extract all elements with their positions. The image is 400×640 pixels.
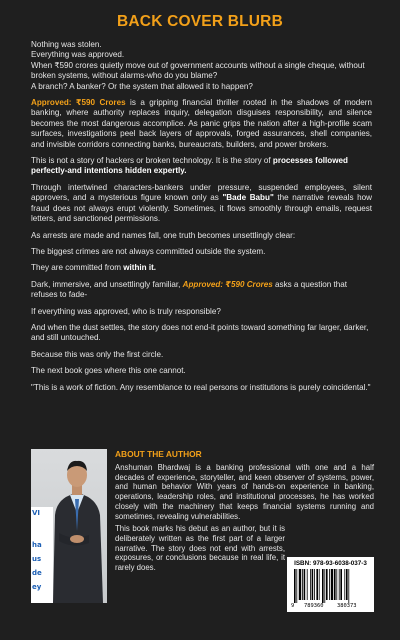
blurb-paragraph bbox=[31, 98, 372, 150]
barcode-icon bbox=[292, 569, 369, 603]
banner-text: ha bbox=[32, 541, 42, 549]
barcode-bar bbox=[348, 569, 349, 603]
blurb-line: A branch? A banker? Or the system that allowed it to happen? bbox=[31, 81, 253, 91]
blurb-paragraph bbox=[31, 156, 372, 177]
blurb-paragraph-text: They are committed from bbox=[31, 263, 124, 273]
blurb-paragraph-text: Dark, immersive, and unsettlingly familiar, bbox=[31, 279, 183, 289]
barcode-bar bbox=[316, 569, 318, 600]
barcode-bar bbox=[310, 569, 311, 600]
barcode-bar bbox=[331, 569, 333, 600]
banner-text: de bbox=[32, 569, 42, 577]
barcode-bar bbox=[340, 569, 342, 600]
blurb-paragraph: As arrests are made and names fall, one truth becomes unsettlingly clear: bbox=[31, 230, 296, 240]
blurb-text bbox=[31, 40, 372, 399]
blurb-paragraph bbox=[31, 263, 372, 273]
emphasis-text: processes followed perfectly-and intentions hidden expertly. bbox=[31, 156, 348, 176]
barcode-bar bbox=[329, 569, 330, 600]
blurb-paragraph-text: the narrative reveals how fraud does not always erupt violently. Sometimes, it flows smoothly through emails, request letters, and sanctioned permissions. bbox=[31, 193, 372, 224]
blurb-paragraph: The next book goes where this one cannot. bbox=[31, 366, 186, 376]
isbn-label: ISBN: 978-93-6038-037-3 bbox=[294, 560, 367, 567]
barcode-bar bbox=[324, 569, 325, 603]
barcode-digits: 789360 bbox=[304, 603, 324, 609]
barcode-bar bbox=[319, 569, 320, 600]
author-paragraph: Anshuman Bhardwaj is a banking professional with one and a half decades of experience, storyteller, and keen observer of systems, power, and human behavior With years of hands-on experience in banking, operations, leadership roles, and institutional processes, he has worked closely with the machinery that keeps financial systems running and sometimes, revealing vulnerabilities. bbox=[115, 463, 374, 521]
blurb-paragraph: And when the dust settles, the story does not end-it points toward something far larger, darker, and still untouched. bbox=[31, 322, 369, 343]
barcode-bar bbox=[344, 569, 345, 600]
author-paragraph: This book marks his debut as an author, but it is deliberately written as the first part of a larger narrative. The story does not end with arrests, exposures, or conclusions because in real life, it rarely does. bbox=[115, 524, 285, 573]
blurb-paragraph-text: This is not a story of hackers or broken technology. It is the story of bbox=[31, 156, 273, 166]
barcode-bar bbox=[346, 569, 348, 600]
blurb-paragraph: Because this was only the first circle. bbox=[31, 349, 164, 359]
barcode-bar bbox=[312, 569, 314, 600]
barcode-bar bbox=[296, 569, 297, 603]
blurb-line: Everything was approved. bbox=[31, 50, 125, 60]
blurb-paragraph bbox=[31, 280, 372, 301]
barcode-bar bbox=[307, 569, 308, 600]
barcode-bar bbox=[304, 569, 306, 600]
author-figure bbox=[47, 455, 107, 603]
barcode-bar bbox=[339, 569, 340, 600]
blurb-paragraph-text: is a gripping financial thriller rooted in the shadows of modern banking, where authority replaces inquiry, delegation disguises responsibility, and silence becomes the most dangerous accomplice. As panic grips the nation after a high-profile scam surfaces, investigations peel back layers of approvals, forged assurances, shell companies, and invisible corridors connecting banks, bureaucrats, builders, and power brokers. bbox=[31, 98, 372, 149]
barcode-bar bbox=[336, 569, 337, 600]
barcode-bar bbox=[334, 569, 336, 600]
barcode-bar bbox=[299, 569, 301, 600]
blurb-paragraph: If everything was approved, who is truly responsible? bbox=[31, 306, 221, 316]
page-title: BACK COVER BLURB bbox=[117, 13, 283, 30]
emphasis-text: "Bade Babu" bbox=[222, 193, 274, 203]
banner-text: ey bbox=[32, 583, 42, 591]
book-title-highlight: Approved: ₹590 Crores bbox=[182, 279, 273, 289]
blurb-line: Nothing was stolen. bbox=[31, 40, 102, 49]
barcode-digits: 380373 bbox=[337, 603, 357, 609]
isbn-barcode bbox=[287, 557, 374, 612]
author-photo bbox=[31, 449, 107, 603]
barcode-digits: 9 bbox=[291, 603, 295, 609]
emphasis-text: within it. bbox=[123, 263, 157, 273]
blurb-paragraph-text: asks a question that refuses to fade- bbox=[31, 279, 348, 300]
blurb-paragraph-text: Through intertwined characters-bankers under pressure, suspended employees, silent approvers, and a mysterious figure known only as bbox=[31, 182, 372, 203]
barcode-bar bbox=[314, 569, 315, 600]
blurb-line: When ₹590 crores quietly move out of government accounts without a single cheque, without broken systems, without alarms-who do you blame? bbox=[31, 60, 365, 81]
barcode-bar bbox=[294, 569, 296, 603]
barcode-bar bbox=[326, 569, 328, 600]
book-title-highlight: Approved: ₹590 Crores bbox=[31, 98, 126, 108]
banner-text: VI bbox=[32, 509, 41, 517]
author-heading: ABOUT THE AUTHOR bbox=[115, 449, 202, 459]
blurb-paragraph bbox=[31, 183, 372, 225]
barcode-bar bbox=[302, 569, 303, 600]
banner-text: us bbox=[32, 555, 42, 563]
blurb-paragraph: The biggest crimes are not always committed outside the system. bbox=[31, 246, 266, 256]
barcode-bar bbox=[322, 569, 324, 603]
disclaimer: "This is a work of fiction. Any resemblance to real persons or institutions is purely coincidental." bbox=[31, 382, 371, 392]
